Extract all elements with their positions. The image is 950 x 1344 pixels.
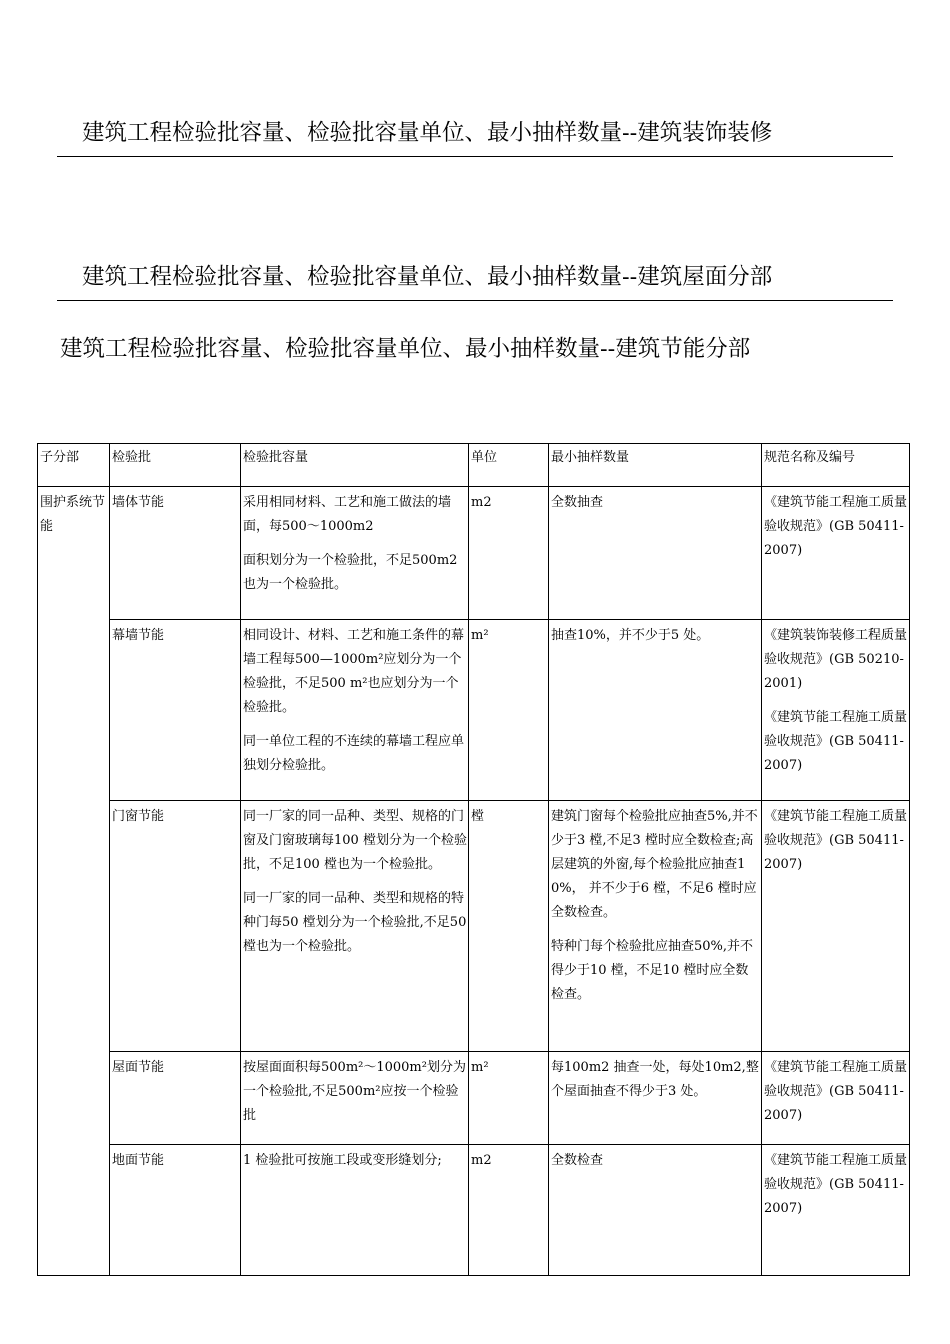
header-standard: 规范名称及编号 bbox=[762, 444, 910, 487]
standard-text: 《建筑节能工程施工质量验收规范》(GB 50411-2007) bbox=[764, 495, 908, 558]
capacity-text: 面积划分为一个检验批，不足500m2 也为一个检验批。 bbox=[243, 553, 458, 592]
header-capacity: 检验批容量 bbox=[241, 444, 469, 487]
standard-text: 《建筑节能工程施工质量验收规范》(GB 50411-2007) bbox=[764, 1060, 908, 1123]
capacity-text: 同一厂家的同一品种、类型和规格的特种门每50 樘划分为一个检验批,不足50 樘也为一个检验批。 bbox=[243, 891, 467, 954]
cell-unit: m² bbox=[469, 620, 549, 801]
sampling-text: 每100m2 抽查一处，每处10m2,整个屋面抽查不得少于3 处。 bbox=[551, 1060, 759, 1099]
cell-batch: 墙体节能 bbox=[110, 487, 241, 620]
standard-text: 《建筑装饰装修工程质量验收规范》(GB 50210-2001) bbox=[764, 628, 908, 691]
heading-roofing: 建筑工程检验批容量、检验批容量单位、最小抽样数量--建筑屋面分部 bbox=[82, 264, 773, 290]
sampling-text: 特种门每个检验批应抽查50%,并不得少于10 樘，不足10 樘时应全数检查。 bbox=[551, 939, 754, 1002]
sampling-text: 全数检查 bbox=[551, 1153, 604, 1168]
cell-batch: 幕墙节能 bbox=[110, 620, 241, 801]
cell-sampling bbox=[549, 620, 762, 801]
cell-standard bbox=[762, 801, 910, 1052]
inspection-batch-table bbox=[37, 443, 910, 1276]
standard-text: 《建筑节能工程施工质量验收规范》(GB 50411-2007) bbox=[764, 1153, 908, 1216]
table-row bbox=[38, 1052, 910, 1145]
cell-unit: m2 bbox=[469, 487, 549, 620]
heading-rule bbox=[57, 156, 893, 157]
sampling-text: 抽查10%，并不少于5 处。 bbox=[551, 628, 710, 643]
cell-capacity bbox=[241, 1052, 469, 1145]
cell-standard bbox=[762, 620, 910, 801]
standard-text: 《建筑节能工程施工质量验收规范》(GB 50411-2007) bbox=[764, 809, 908, 872]
cell-batch: 地面节能 bbox=[110, 1145, 241, 1276]
cell-unit: m² bbox=[469, 1052, 549, 1145]
cell-sampling bbox=[549, 1145, 762, 1276]
cell-capacity bbox=[241, 1145, 469, 1276]
header-subdivision: 子分部 bbox=[38, 444, 110, 487]
capacity-text: 同一单位工程的不连续的幕墙工程应单独划分检验批。 bbox=[243, 734, 465, 773]
header-sampling: 最小抽样数量 bbox=[549, 444, 762, 487]
header-batch: 检验批 bbox=[110, 444, 241, 487]
table-header-row bbox=[38, 444, 910, 487]
capacity-text: 同一厂家的同一品种、类型、规格的门窗及门窗玻璃每100 樘划分为一个检验批，不足100 樘也为一个检验批。 bbox=[243, 809, 467, 872]
standard-text: 《建筑节能工程施工质量验收规范》(GB 50411-2007) bbox=[764, 710, 908, 773]
table-row bbox=[38, 487, 910, 620]
capacity-text: 相同设计、材料、工艺和施工条件的幕墙工程每500—1000m²应划分为一个检验批，不足500 m²也应划分为一个检验批。 bbox=[243, 628, 465, 715]
capacity-text: 1 检验批可按施工段或变形缝划分; bbox=[243, 1153, 442, 1168]
cell-capacity bbox=[241, 801, 469, 1052]
capacity-text: 采用相同材料、工艺和施工做法的墙面，每500～1000m2 bbox=[243, 495, 452, 534]
heading-decoration: 建筑工程检验批容量、检验批容量单位、最小抽样数量--建筑装饰装修 bbox=[82, 120, 773, 146]
heading-rule bbox=[57, 300, 893, 301]
cell-standard bbox=[762, 487, 910, 620]
cell-standard bbox=[762, 1052, 910, 1145]
cell-batch: 门窗节能 bbox=[110, 801, 241, 1052]
cell-sampling bbox=[549, 801, 762, 1052]
cell-sampling bbox=[549, 1052, 762, 1145]
cell-capacity bbox=[241, 487, 469, 620]
cell-capacity bbox=[241, 620, 469, 801]
header-unit: 单位 bbox=[469, 444, 549, 487]
sampling-text: 建筑门窗每个检验批应抽查5%,并不少于3 樘,不足3 樘时应全数检查;高层建筑的外窗,每个检验批应抽查10%， 并不少于6 樘，不足6 樘时应全数检查。 bbox=[551, 809, 758, 920]
cell-sampling bbox=[549, 487, 762, 620]
capacity-text: 按屋面面积每500m²～1000m²划分为一个检验批,不足500m²应按一个检验批 bbox=[243, 1060, 466, 1123]
cell-standard bbox=[762, 1145, 910, 1276]
table-row bbox=[38, 620, 910, 801]
sampling-text: 全数抽查 bbox=[551, 495, 604, 510]
cell-unit: m2 bbox=[469, 1145, 549, 1276]
table-row bbox=[38, 801, 910, 1052]
heading-energy: 建筑工程检验批容量、检验批容量单位、最小抽样数量--建筑节能分部 bbox=[60, 336, 751, 362]
table-row bbox=[38, 1145, 910, 1276]
cell-batch: 屋面节能 bbox=[110, 1052, 241, 1145]
cell-unit: 樘 bbox=[469, 801, 549, 1052]
cell-subdivision: 围护系统节能 bbox=[38, 487, 110, 1276]
